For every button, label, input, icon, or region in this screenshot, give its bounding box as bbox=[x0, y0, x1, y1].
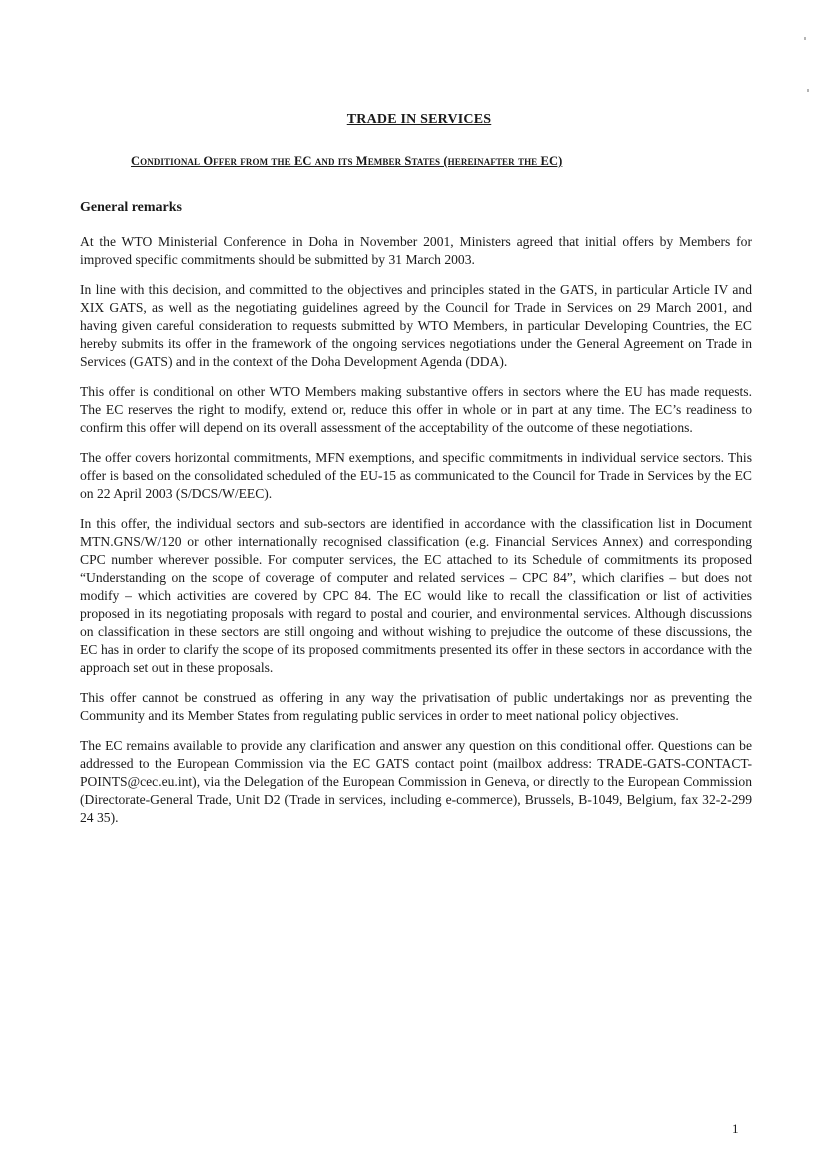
paragraph-contact: The EC remains available to provide any clarification and answer any question on this conditional offer. Questions can be addressed to the European Commission via the EC GATS contact point (mailbox address: TRADE-GATS-CONTACT-POINTS@cec.eu.int), via the Delegation of the European Commission in Geneva, or directly to the European Commission (Directorate-General Trade, Unit D2 (Trade in services, including e-commerce), Brussels, B-1049, Belgium, fax 32-2-299 24 35). bbox=[80, 738, 752, 825]
paragraph-doha-mandate: At the WTO Ministerial Conference in Doha in November 2001, Ministers agreed that initial offers by Members for improved specific commitments should be submitted by 31 March 2003. bbox=[80, 234, 752, 267]
document-body bbox=[80, 199, 752, 839]
paragraph-conditionality: This offer is conditional on other WTO Members making substantive offers in sectors where the EU has made requests. The EC reserves the right to modify, extend or, reduce this offer in whole or in part at any time. The EC’s readiness to confirm this offer will depend on its overall assessment of the acceptability of the outcome of these negotiations. bbox=[80, 384, 752, 435]
document-title: TRADE IN SERVICES bbox=[346, 112, 492, 127]
paragraph-classification: In this offer, the individual sectors and sub-sectors are identified in accordance with the classification list in Document MTN.GNS/W/120 or other internationally recognised classification (e.g. Financial Services Annex) and corresponding CPC number wherever possible. For computer services, the EC attached to its Schedule of commitments its proposed “Understanding on the scope of coverage of computer and related services – CPC 84”, which clarifies – but does not modify – which activities are covered by CPC 84. The EC would like to recall the classification or list of activities proposed in its negotiating proposals with regard to postal and courier, and environmental services. Although discussions on classification in these sectors are still ongoing and without wishing to prejudice the outcome of these discussions, the EC has in order to clarify the scope of its proposed commitments presented its offer in these sectors in accordance with the approach set out in these proposals. bbox=[80, 516, 752, 675]
paragraph-public-services: This offer cannot be construed as offering in any way the privatisation of public undertakings nor as preventing the Community and its Member States from regulating public services in order to meet national policy objectives. bbox=[80, 690, 752, 723]
scan-speck bbox=[804, 37, 806, 40]
document-subtitle: Conditional Offer from the EC and its Member States (hereinafter the EC) bbox=[131, 154, 563, 168]
scan-speck bbox=[807, 89, 809, 92]
paragraph-offer-coverage: The offer covers horizontal commitments, MFN exemptions, and specific commitments in individual service sectors. This offer is based on the consolidated scheduled of the EU-15 as communicated to the Council for Trade in Services by the EC on 22 April 2003 (S/DCS/W/EEC). bbox=[80, 450, 752, 501]
section-heading: General remarks bbox=[80, 200, 182, 215]
paragraph-offer-submission: In line with this decision, and committed to the objectives and principles stated in the GATS, in particular Article IV and XIX GATS, as well as the negotiating guidelines agreed by the Council for Trade in Services on 29 March 2001, and having given careful consideration to requests submitted by WTO Members, in particular Developing Countries, the EC hereby submits its offer in the framework of the ongoing services negotiations under the General Agreement on Trade in Services (GATS) and in the context of the Doha Development Agenda (DDA). bbox=[80, 282, 752, 369]
page-number: 1 bbox=[732, 1121, 739, 1136]
